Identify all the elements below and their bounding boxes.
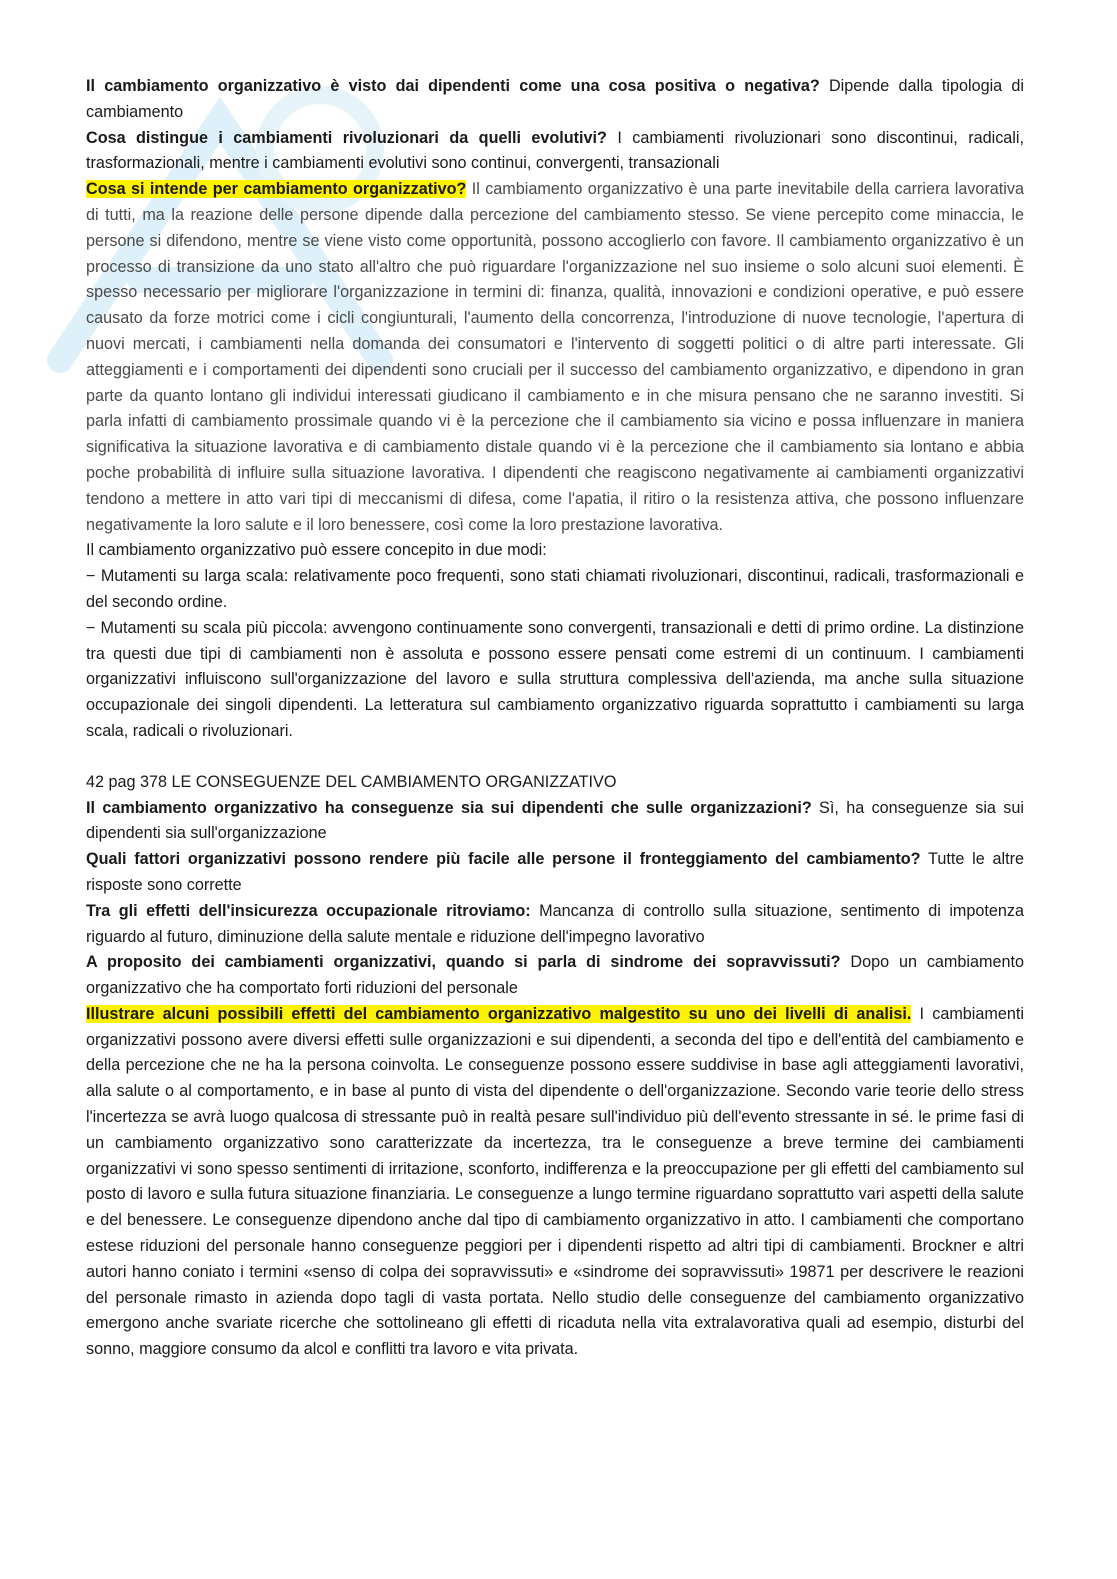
spacer [86, 745, 1024, 770]
qa-block-2 [86, 126, 1024, 178]
qa-block-8 [86, 1002, 1024, 1363]
highlighted-question: Cosa si intende per cambiamento organizzativo? [86, 180, 467, 199]
answer: Dipende dalla tipologia di cambiamento [86, 77, 1024, 121]
answer: Dopo un cambiamento organizzativo che ha comportato forti riduzioni del personale [86, 953, 1024, 998]
answer: Sì, ha conseguenze sia sui dipendenti sia sull'organizzazione [86, 798, 1024, 843]
two-modes-item-1: − Mutamenti su larga scala: relativamente poco frequenti, sono stati chiamati rivoluzionari, discontinui, radicali, trasformazionali e del secondo ordine. [86, 567, 1024, 611]
two-modes-intro: Il cambiamento organizzativo può essere concepito in due modi: [86, 541, 547, 560]
qa-block-4 [86, 796, 1024, 848]
qa-block-1 [86, 74, 1024, 126]
question: Tra gli effetti dell'insicurezza occupazionale ritroviamo: [86, 901, 531, 920]
answer: Tutte le altre risposte sono corrette [86, 850, 1024, 894]
answer: Il cambiamento organizzativo è una parte inevitabile della carriera lavorativa di tutti, ma la reazione delle persone dipende dalla percezione del cambiamento stesso. Se viene percepito come minaccia, le persone si difendono, mentre se viene visto come opportunità, possono accoglierlo con favore. Il cambiamento organizzativo è un processo di transizione da uno stato all'altro che può riguardare l'organizzazione nel suo insieme o solo alcuni suoi elementi. È spesso necessario per migliorare l'organizzazione in termini di: finanza, qualità, innovazioni e condizioni operative, e può essere causato da forze motrici come i cicli congiunturali, l'aumento della concorrenza, l'introduzione di nuove tecnologie, l'apertura di nuovi mercati, i cambiamenti nella domanda dei consumatori e l'intervento di soggetti politici o di altre parti interessate. Gli atteggiamenti e i comportamenti dei dipendenti sono cruciali per il successo del cambiamento organizzativo, e dipendono in gran parte da quanto lontano gli individui interessati giudicano il cambiamento e in che misura pensano che ne saranno investiti. Si parla infatti di cambiamento prossimale quando vi è la percezione che il cambiamento sia vicino e possa influenzare in maniera significativa la situazione lavorativa e di cambiamento distale quando vi è la percezione che il cambiamento sia lontano e abbia poche probabilità di influire sulla situazione lavorativa. I dipendenti che reagiscono negativamente ai cambiamenti organizzativi tendono a mettere in atto vari tipi di meccanismi di difesa, come l'apatia, il ritiro o la resistenza attiva, che possono influenzare negativamente la loro salute e il loro benessere, così come la loro prestazione lavorativa. [86, 180, 1024, 534]
answer: I cambiamenti rivoluzionari sono discontinui, radicali, trasformazionali, mentre i cambiamenti evolutivi sono continui, convergenti, transazionali [86, 128, 1025, 173]
answer: Mancanza di controllo sulla situazione, sentimento di impotenza riguardo al futuro, diminuzione della salute mentale e riduzione dell'impegno lavorativo [86, 901, 1024, 946]
question: Quali fattori organizzativi possono rendere più facile alle persone il fronteggiamento del cambiamento? [86, 850, 921, 869]
qa-block-7 [86, 950, 1024, 1002]
answer: I cambiamenti organizzativi possono avere diversi effetti sulle organizzazioni e sui dipendenti, a seconda del tipo e dell'entità del cambiamento e della percezione che ne ha la persona coinvolta. Le conseguenze possono essere suddivise in base agli atteggiamenti lavorativi, alla salute o al comportamento, e in base al punto di vista del dipendente o dell'organizzazione. Secondo varie teorie dello stress l'incertezza se avrà luogo qualcosa di stressante può in realtà pesare sull'individuo più dell'evento stressante in sé. le prime fasi di un cambiamento organizzativo sono caratterizzate da incertezza, tra le conseguenze a breve termine dei cambiamenti organizzativi vi sono spesso sentimenti di irritazione, sconforto, indifferenza e la preoccupazione per gli effetti del cambiamento sul posto di lavoro e sulla futura situazione finanziaria. Le conseguenze a lungo termine riguardano soprattutto vari aspetti della salute e del benessere. Le conseguenze dipendono anche dal tipo di cambiamento organizzativo in atto. I cambiamenti che comportano estese riduzioni del personale hanno conseguenze peggiori per i dipendenti rispetto ad altri tipi di cambiamenti. Brockner e altri autori hanno coniato i termini «senso di colpa dei sopravvissuti» e «sindrome dei sopravvissuti» 19871 per descrivere le reazioni del personale rimasto in azienda dopo tagli di vasta portata. Nello studio delle conseguenze del cambiamento organizzativo emergono anche svariate ricerche che sottolineano gli effetti di ricaduta nella vita extralavorativa quali ad esempio, disturbi del sonno, maggiore consumo da alcol e conflitti tra lavoro e vita privata. [86, 1004, 1024, 1359]
two-modes-item-2: − Mutamenti su scala più piccola: avvengono continuamente sono convergenti, transazionali e detti di primo ordine. La distinzione tra questi due tipi di cambiamenti non è assoluta e possono essere pensati come estremi di un continuum. I cambiamenti organizzativi influiscono sull'organizzazione del lavoro e sulla struttura complessiva dell'azienda, ma anche sulla situazione occupazionale dei singoli dipendenti. La letteratura sul cambiamento organizzativo riguarda soprattutto i cambiamenti su larga scala, radicali o rivoluzionari. [86, 618, 1024, 740]
question: A proposito dei cambiamenti organizzativi, quando si parla di sindrome dei sopravvissuti? [86, 953, 841, 972]
qa-block-5 [86, 847, 1024, 899]
highlighted-question: Illustrare alcuni possibili effetti del cambiamento organizzativo malgestito su uno dei livelli di analisi. [86, 1004, 912, 1023]
qa-block-3 [86, 177, 1024, 538]
question: Cosa distingue i cambiamenti rivoluzionari da quelli evolutivi? [86, 128, 607, 147]
document-page [86, 74, 1024, 1363]
question: Il cambiamento organizzativo ha conseguenze sia sui dipendenti che sulle organizzazioni? [86, 798, 812, 817]
qa-block-6 [86, 899, 1024, 951]
section-heading: 42 pag 378 LE CONSEGUENZE DEL CAMBIAMENTO ORGANIZZATIVO [86, 772, 617, 791]
question: Il cambiamento organizzativo è visto dai dipendenti come una cosa positiva o negativa? [86, 77, 820, 95]
